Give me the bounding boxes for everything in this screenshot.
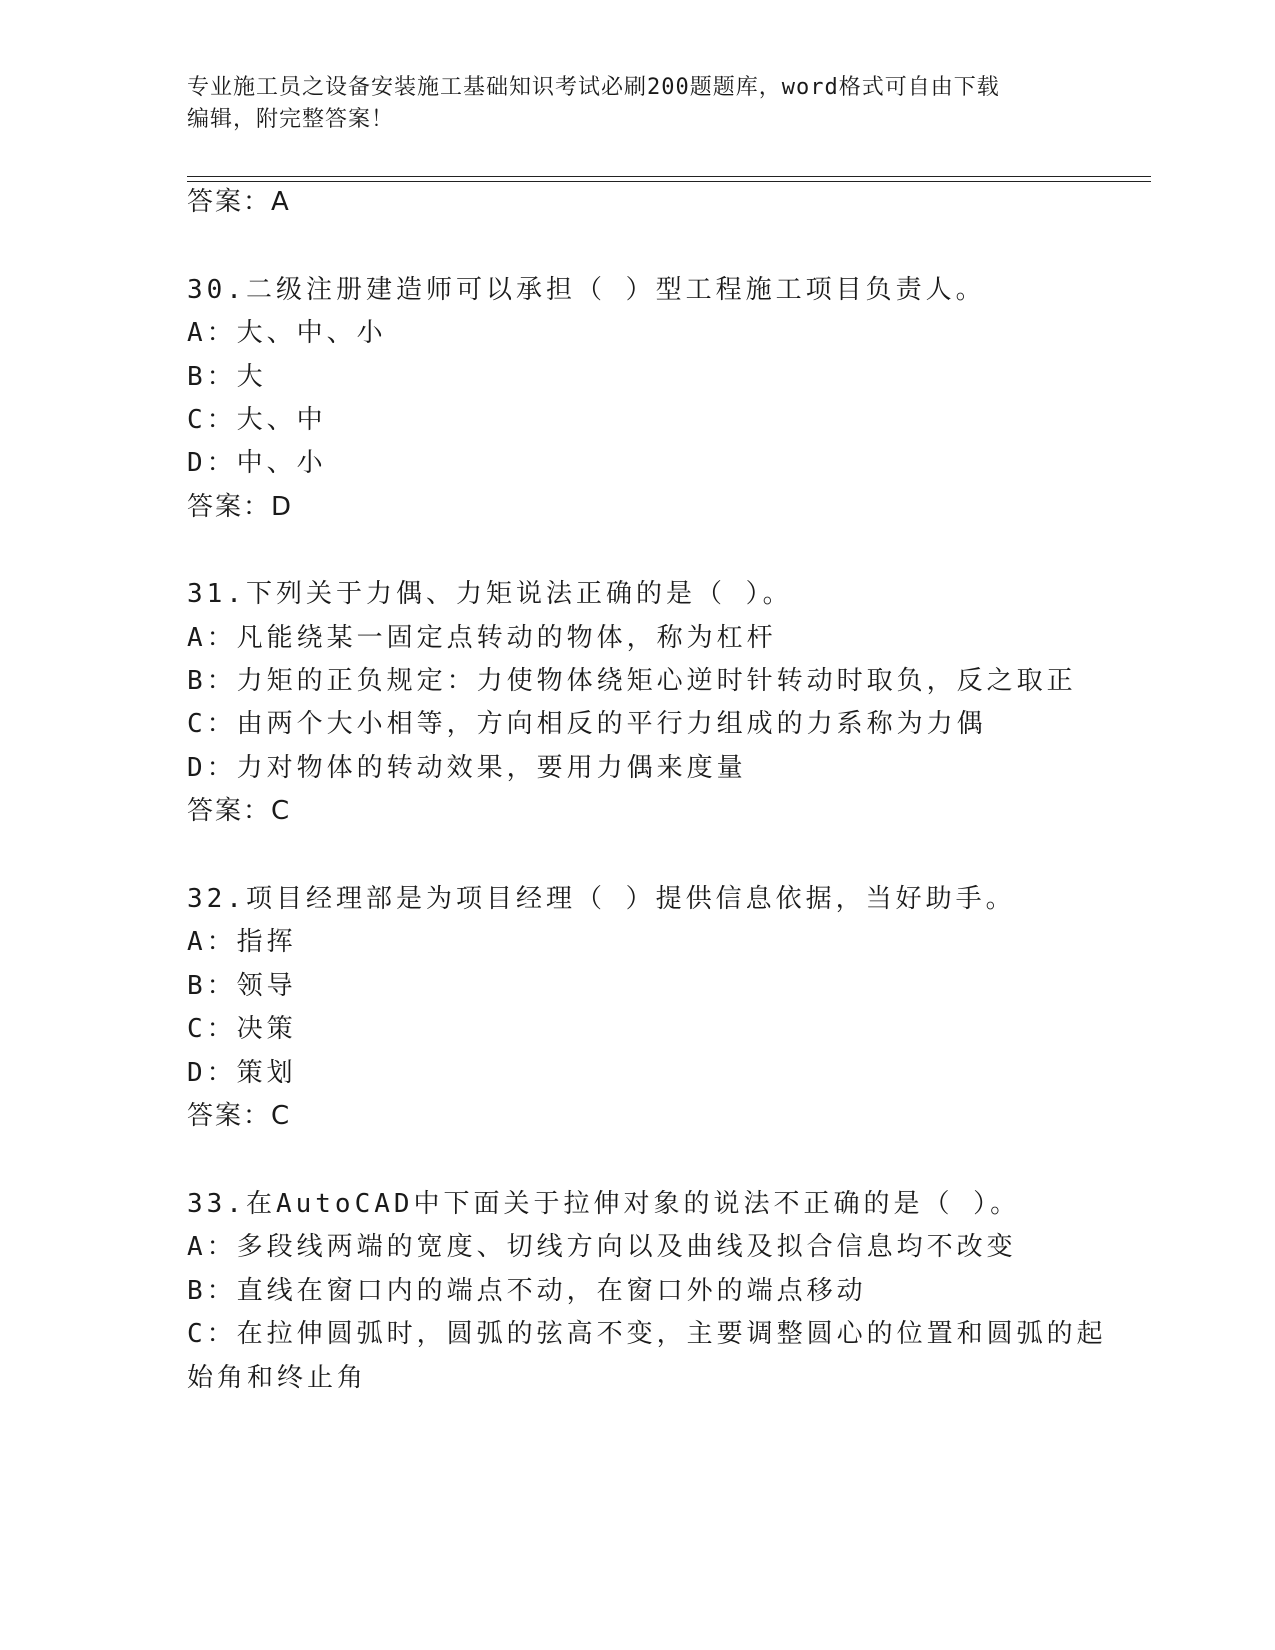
question-33-option-c-continued: 始角和终止角 (187, 1363, 368, 1393)
question-30-option-a: A：大、中、小 (187, 318, 387, 348)
header-rule-bottom (187, 181, 1151, 182)
question-30-option-c: C：大、中 (187, 405, 327, 435)
question-32-option-c: C：决策 (187, 1014, 297, 1044)
question-30-stem: 30.二级注册建造师可以承担（ ）型工程施工项目负责人。 (187, 275, 986, 305)
question-33-stem: 33.在AutoCAD中下面关于拉伸对象的说法不正确的是（ ）。 (187, 1189, 1021, 1219)
question-31-option-b: B：力矩的正负规定：力使物体绕矩心逆时针转动时取负，反之取正 (187, 666, 1077, 696)
header-rule-top (187, 176, 1151, 177)
answer-prev: 答案：A (187, 187, 291, 217)
question-32-answer: 答案：C (187, 1101, 292, 1131)
question-30-option-b: B：大 (187, 362, 267, 392)
question-30-answer: 答案：D (187, 492, 294, 522)
question-31-answer: 答案：C (187, 796, 292, 826)
question-33-option-b: B：直线在窗口内的端点不动，在窗口外的端点移动 (187, 1276, 867, 1306)
question-31-option-d: D：力对物体的转动效果，要用力偶来度量 (187, 753, 747, 783)
header-line-1: 专业施工员之设备安装施工基础知识考试必刷200题题库，word格式可自由下载 (187, 75, 1000, 100)
question-32-option-a: A：指挥 (187, 927, 297, 957)
question-32-option-b: B：领导 (187, 971, 297, 1001)
question-33-option-a: A：多段线两端的宽度、切线方向以及曲线及拟合信息均不改变 (187, 1232, 1017, 1262)
question-33-option-c: C：在拉伸圆弧时，圆弧的弦高不变，主要调整圆心的位置和圆弧的起 (187, 1319, 1107, 1349)
question-31-option-c: C：由两个大小相等，方向相反的平行力组成的力系称为力偶 (187, 709, 987, 739)
question-32-stem: 32.项目经理部是为项目经理（ ）提供信息依据，当好助手。 (187, 884, 1016, 914)
question-31-stem: 31.下列关于力偶、力矩说法正确的是（ ）。 (187, 579, 793, 609)
header-line-2: 编辑，附完整答案！ (187, 107, 395, 132)
document-header (187, 72, 1067, 136)
question-31-option-a: A：凡能绕某一固定点转动的物体，称为杠杆 (187, 623, 777, 653)
question-32-option-d: D：策划 (187, 1058, 297, 1088)
question-30-option-d: D：中、小 (187, 448, 327, 478)
